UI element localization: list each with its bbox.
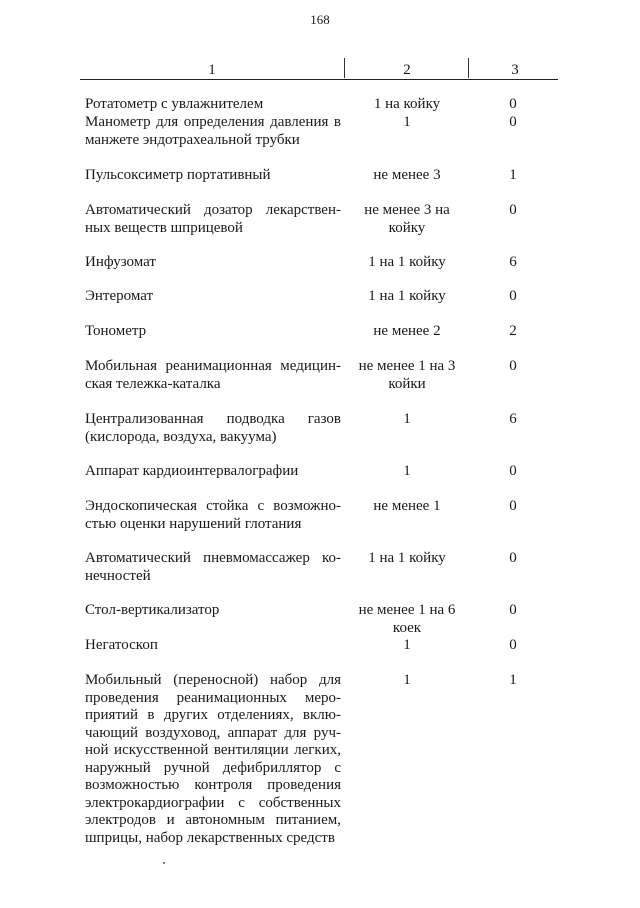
required-quantity: не менее 2 bbox=[373, 323, 441, 339]
required-quantity: 1 bbox=[403, 463, 411, 479]
header-separator bbox=[344, 58, 345, 78]
column-header-1: 1 bbox=[208, 62, 216, 78]
required-quantity: не менее 1 на 3 койки bbox=[358, 358, 456, 392]
equipment-name: Ротатометр с увлажнителем bbox=[85, 96, 264, 112]
required-quantity: 1 bbox=[403, 114, 411, 130]
actual-quantity: 2 bbox=[509, 323, 517, 339]
equipment-name: Инфузомат bbox=[85, 254, 156, 270]
actual-quantity: 1 bbox=[509, 167, 517, 183]
required-quantity: 1 bbox=[403, 637, 411, 653]
actual-quantity: 0 bbox=[509, 114, 517, 130]
required-quantity: не менее 1 bbox=[373, 498, 441, 514]
equipment-name: Централизованная подводка газов (кислорода, воздуха, вакуума) bbox=[85, 411, 341, 445]
required-quantity: 1 на 1 койку bbox=[368, 550, 446, 566]
table-header bbox=[80, 58, 558, 80]
actual-quantity: 0 bbox=[509, 463, 517, 479]
equipment-name: Негатоскоп bbox=[85, 637, 158, 653]
column-header-2: 2 bbox=[403, 62, 411, 78]
actual-quantity: 0 bbox=[509, 288, 517, 304]
equipment-name: Стол-вертикализатор bbox=[85, 602, 220, 618]
equipment-name: Автоматический дозатор лекарствен-ных веществ шприцевой bbox=[85, 202, 341, 236]
required-quantity: не менее 3 bbox=[373, 167, 441, 183]
equipment-name: Мобильный (переносной) набор для проведения реанимационных меро-приятий в других отделениях, вклю-чающий воздуховод, аппарат для руч-ной искусственной вентиляции легких, наружный ручной дефибриллятор с возможностью контроля проведения электрокардиографии с собственных электродов и автономным питанием, шприцы, набор лекарственных средств bbox=[85, 672, 341, 846]
required-quantity: 1 на 1 койку bbox=[368, 254, 446, 270]
actual-quantity: 6 bbox=[509, 411, 517, 427]
equipment-name: Энтеромат bbox=[85, 288, 154, 304]
actual-quantity: 0 bbox=[509, 637, 517, 653]
scan-speck bbox=[163, 862, 165, 864]
actual-quantity: 0 bbox=[509, 498, 517, 514]
required-quantity: не менее 1 на 6 коек bbox=[358, 602, 456, 636]
header-separator bbox=[468, 58, 469, 78]
actual-quantity: 0 bbox=[509, 202, 517, 218]
page-number: 168 bbox=[310, 12, 330, 27]
actual-quantity: 6 bbox=[509, 254, 517, 270]
equipment-name: Мобильная реанимационная медицин-ская тележка-каталка bbox=[85, 358, 341, 392]
required-quantity: не менее 3 на койку bbox=[364, 202, 450, 236]
required-quantity: 1 bbox=[403, 411, 411, 427]
actual-quantity: 0 bbox=[509, 358, 517, 374]
header-underline bbox=[80, 79, 558, 80]
required-quantity: 1 на 1 койку bbox=[368, 288, 446, 304]
actual-quantity: 0 bbox=[509, 96, 517, 112]
actual-quantity: 0 bbox=[509, 550, 517, 566]
equipment-name: Тонометр bbox=[85, 323, 147, 339]
equipment-name: Аппарат кардиоинтервалографии bbox=[85, 463, 299, 479]
required-quantity: 1 bbox=[403, 672, 411, 688]
actual-quantity: 1 bbox=[509, 672, 517, 688]
equipment-name: Автоматический пневмомассажер ко-нечностей bbox=[85, 550, 341, 584]
equipment-name: Манометр для определения давления в манжете эндотрахеальной трубки bbox=[85, 114, 341, 148]
required-quantity: 1 на койку bbox=[373, 96, 441, 112]
column-header-3: 3 bbox=[511, 62, 519, 78]
equipment-name: Эндоскопическая стойка с возможно-стью оценки нарушений глотания bbox=[85, 498, 341, 532]
equipment-name: Пульсоксиметр портативный bbox=[85, 167, 271, 183]
actual-quantity: 0 bbox=[509, 602, 517, 618]
